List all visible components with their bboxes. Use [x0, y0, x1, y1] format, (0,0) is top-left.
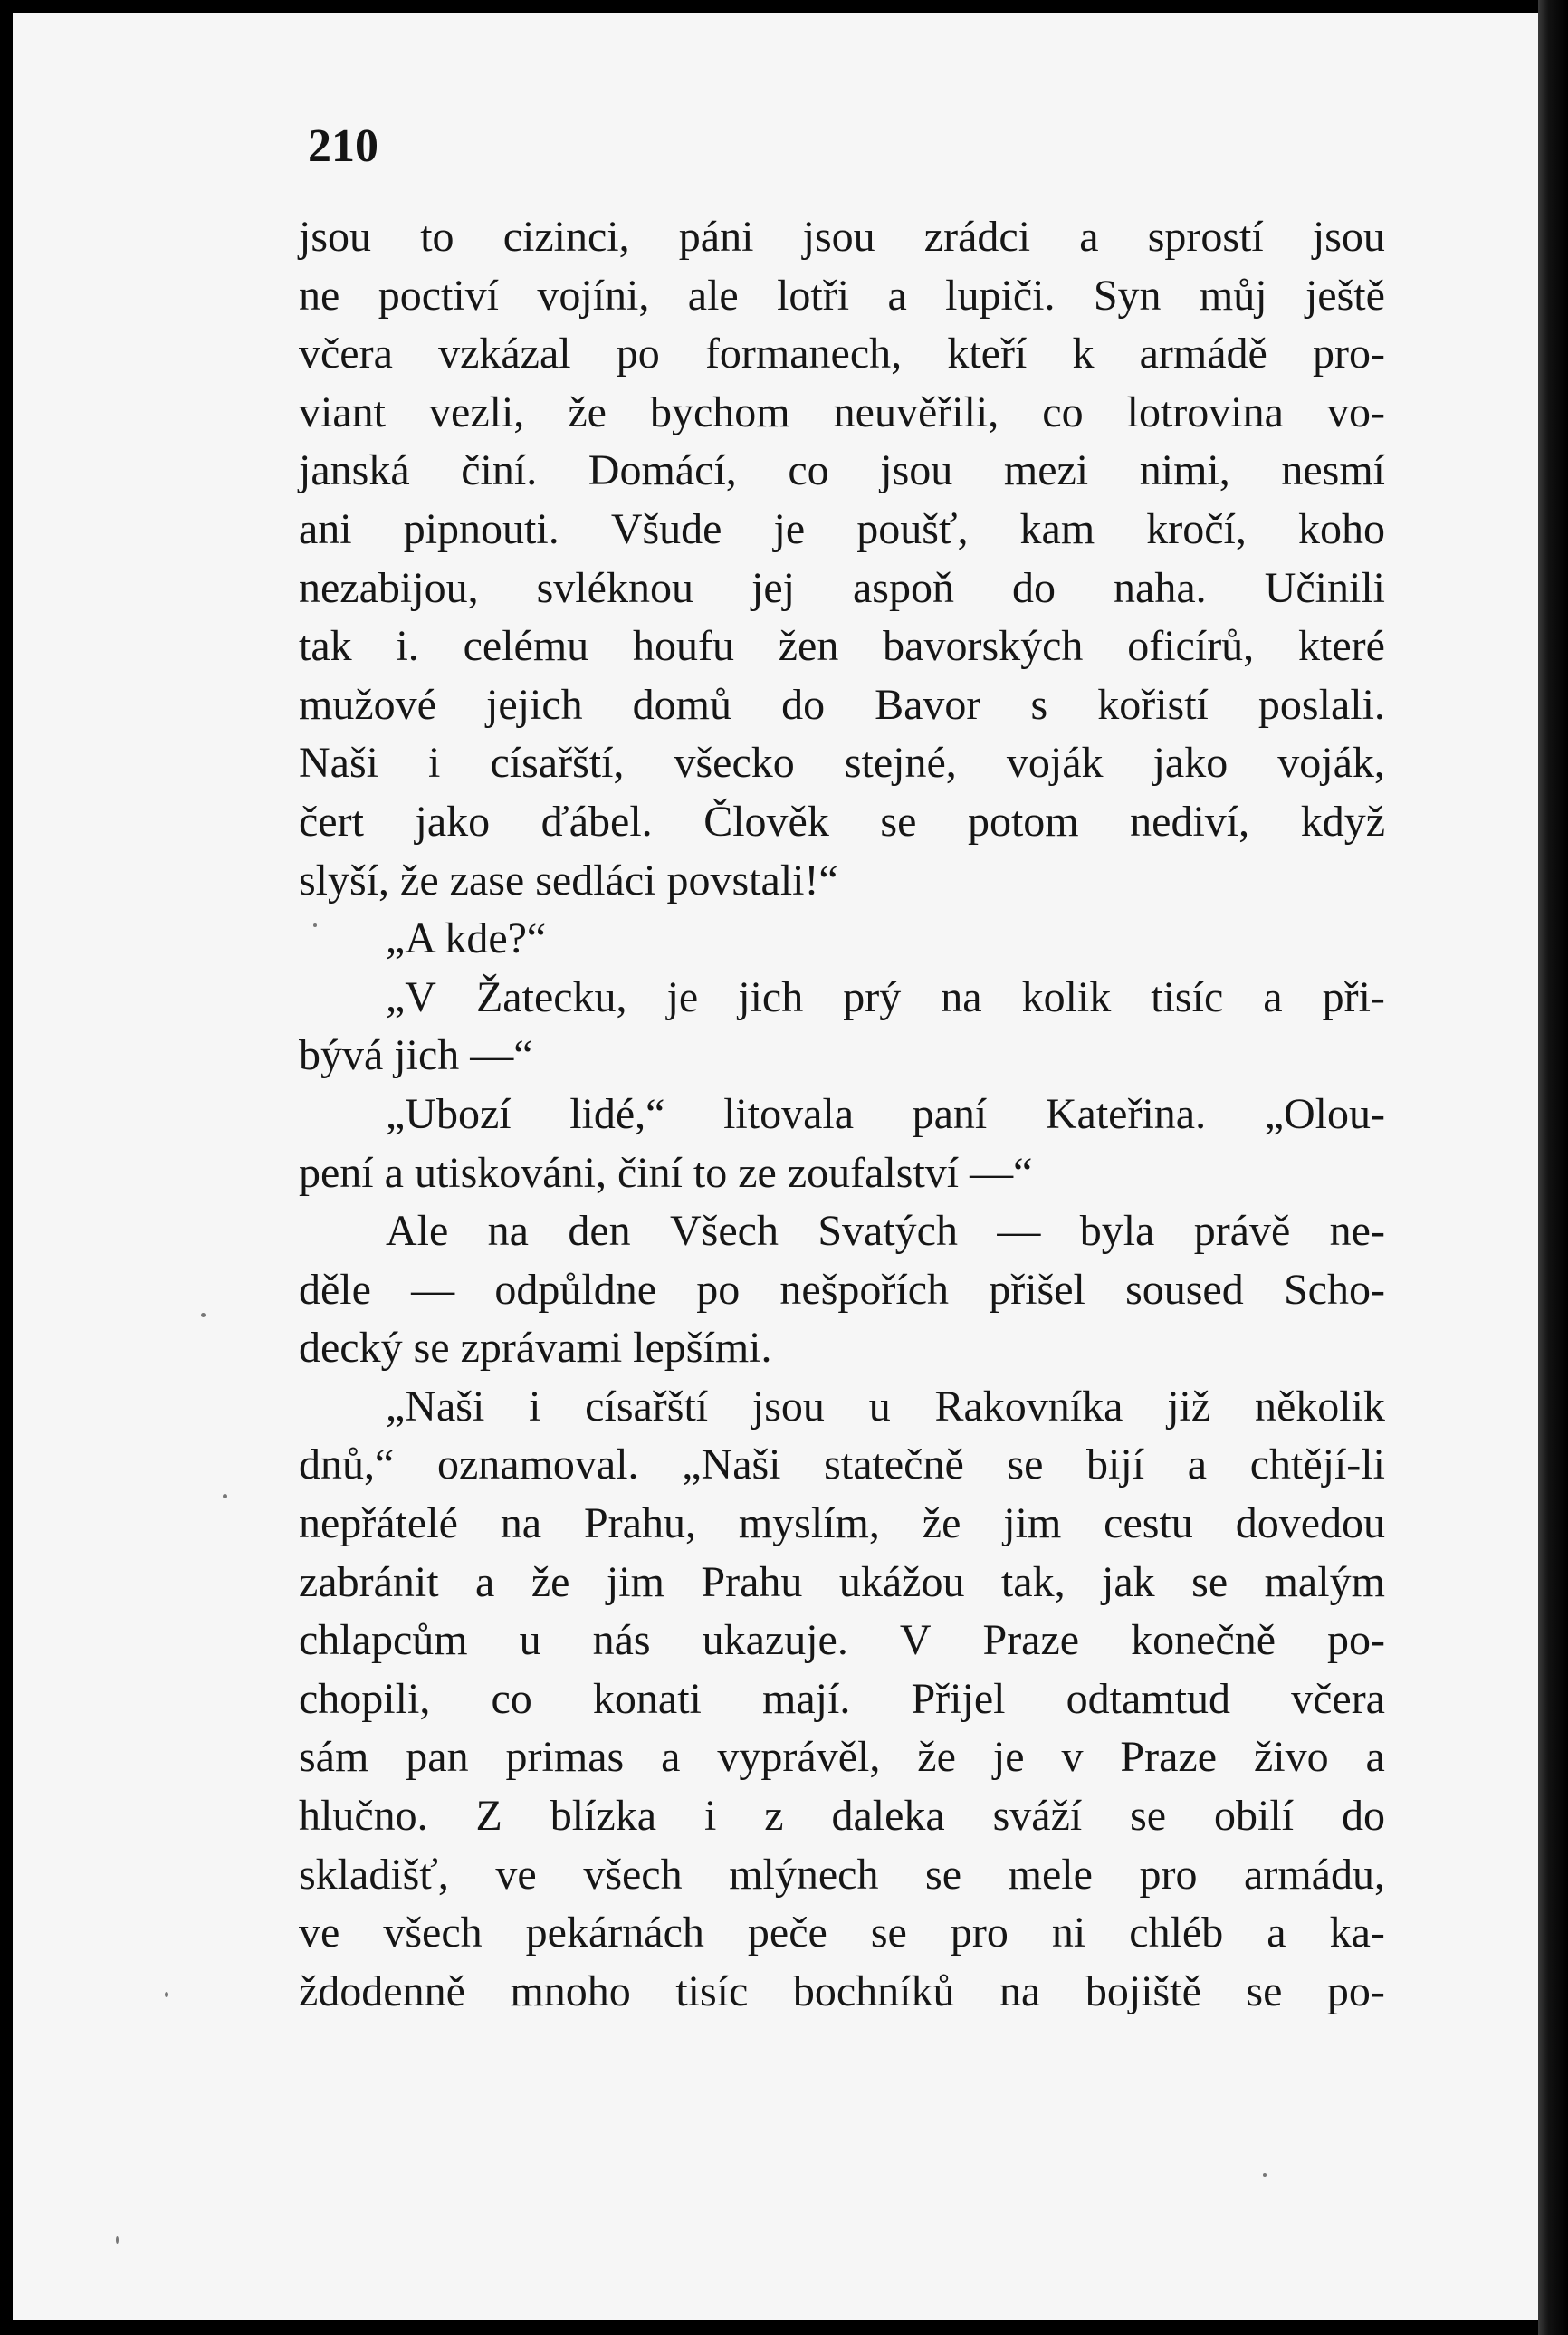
- word: se: [1130, 1792, 1167, 1841]
- word: viant: [299, 388, 386, 436]
- word: ani: [299, 504, 352, 553]
- text-line-content: decký se zprávami lepšími.: [299, 1324, 772, 1373]
- word: poctiví: [378, 271, 499, 320]
- word: a: [887, 271, 907, 320]
- word: jich: [738, 972, 804, 1021]
- text-line-content: pení a utiskováni, činí to ze zoufalství —“: [299, 1148, 1033, 1197]
- word: dovedou: [1235, 1499, 1385, 1548]
- text-line: [299, 1086, 1385, 1144]
- word: myslím,: [738, 1499, 880, 1548]
- word: po-: [1326, 1967, 1385, 2015]
- word: do: [1341, 1792, 1385, 1841]
- word: jsou: [751, 1382, 825, 1431]
- word: kam: [1019, 504, 1095, 553]
- word: jako: [1152, 739, 1229, 788]
- word: Naši: [299, 739, 378, 788]
- word: a: [1365, 1733, 1385, 1782]
- text-line: [299, 1963, 1385, 2022]
- word: armádu,: [1244, 1850, 1385, 1899]
- word: se: [1191, 1557, 1229, 1606]
- word: do: [1012, 563, 1056, 612]
- word: nás: [592, 1616, 651, 1665]
- word: je: [992, 1733, 1025, 1782]
- word: lupiči.: [945, 271, 1056, 320]
- word: poušť,: [856, 504, 969, 553]
- word: a: [1187, 1440, 1208, 1489]
- word: s: [1030, 680, 1048, 729]
- word: sám: [299, 1733, 369, 1782]
- word: „V: [386, 972, 436, 1021]
- word: tisíc: [1151, 972, 1224, 1021]
- text-line: [299, 1554, 1385, 1612]
- word: chopili,: [299, 1674, 431, 1723]
- word: nesmí: [1281, 446, 1385, 495]
- text-line: [299, 1202, 1385, 1261]
- word: —: [997, 1207, 1041, 1256]
- text-line: [299, 1904, 1385, 1963]
- word: Člověk: [703, 797, 829, 846]
- word: na: [941, 972, 982, 1021]
- word: zabránit: [299, 1557, 439, 1606]
- word: několik: [1254, 1382, 1385, 1431]
- word: pipnouti.: [403, 504, 559, 553]
- word: statečně: [824, 1440, 964, 1489]
- word: Rakovníka: [934, 1382, 1123, 1431]
- word: cizinci,: [502, 213, 630, 261]
- word: vezli,: [429, 388, 525, 436]
- page-edge-shadow: [1538, 0, 1568, 2335]
- word: aspoň: [853, 563, 954, 612]
- word: kročí,: [1146, 504, 1247, 553]
- word: včera: [299, 330, 393, 378]
- word: i.: [396, 622, 419, 671]
- word: celému: [463, 622, 589, 671]
- word: Všude: [610, 504, 722, 553]
- word: chléb: [1129, 1909, 1224, 1957]
- word: že: [568, 388, 607, 436]
- word: co: [788, 446, 829, 495]
- word: lotrovina: [1126, 388, 1284, 436]
- word: koho: [1297, 504, 1385, 553]
- word: živo: [1253, 1733, 1329, 1782]
- word: že: [917, 1733, 956, 1782]
- scan-speck: [165, 1992, 168, 1997]
- text-line: [299, 1261, 1385, 1320]
- word: domů: [632, 680, 732, 729]
- word: zrádci: [923, 213, 1031, 261]
- word: ka-: [1329, 1909, 1385, 1957]
- word: kolik: [1021, 972, 1112, 1021]
- word: nezabijou,: [299, 563, 479, 612]
- word: jsou: [802, 213, 875, 261]
- word: prý: [843, 972, 902, 1021]
- word: Kateřina.: [1045, 1089, 1207, 1138]
- word: kteří: [947, 330, 1028, 378]
- word: voják: [1006, 739, 1104, 788]
- scan-speck: [223, 1494, 227, 1498]
- word: u: [868, 1382, 891, 1431]
- word: lotři: [777, 271, 850, 320]
- word: den: [568, 1207, 631, 1256]
- word: vyprávěl,: [717, 1733, 881, 1782]
- word: Prahu,: [583, 1499, 696, 1548]
- word: se: [1246, 1967, 1283, 2015]
- word: mají.: [762, 1674, 851, 1723]
- word: bychom: [649, 388, 790, 436]
- text-line: [299, 793, 1385, 852]
- word: všech: [583, 1850, 683, 1899]
- text-line: [299, 734, 1385, 793]
- word: co: [1042, 388, 1084, 436]
- word: jim: [1003, 1499, 1062, 1548]
- word: ukazuje.: [702, 1616, 848, 1665]
- word: paní: [912, 1089, 988, 1138]
- word: pan: [406, 1733, 469, 1782]
- word: pekárnách: [525, 1909, 704, 1957]
- word: Prahu: [701, 1557, 803, 1606]
- word: po: [616, 330, 660, 378]
- word: Praze: [982, 1616, 1080, 1665]
- word: potom: [967, 797, 1079, 846]
- word: bavorských: [883, 622, 1084, 671]
- word: konati: [592, 1674, 702, 1723]
- word: V: [899, 1616, 932, 1665]
- word: při-: [1322, 972, 1385, 1021]
- word: u: [519, 1616, 541, 1665]
- word: cestu: [1104, 1499, 1193, 1548]
- word: vzkázal: [438, 330, 571, 378]
- word: je: [666, 972, 699, 1021]
- word: to: [420, 213, 454, 261]
- word: k: [1072, 330, 1095, 378]
- word: a: [1267, 1909, 1286, 1957]
- word: nešpořích: [779, 1265, 950, 1314]
- body-text: [299, 208, 1385, 2021]
- word: a: [661, 1733, 681, 1782]
- word: pro: [1139, 1850, 1198, 1899]
- text-line: [299, 910, 1385, 969]
- word: žen: [778, 622, 839, 671]
- word: konečně: [1131, 1616, 1276, 1665]
- word: je: [773, 504, 806, 553]
- text-line-content: bývá jich —“: [299, 1031, 533, 1080]
- word: chtějí-li: [1249, 1440, 1385, 1489]
- text-line: [299, 384, 1385, 443]
- word: jejich: [486, 680, 583, 729]
- word: Scho-: [1283, 1265, 1385, 1314]
- word: oznamoval.: [436, 1440, 639, 1489]
- word: na: [487, 1207, 529, 1256]
- word: formanech,: [704, 330, 903, 378]
- word: Z: [475, 1792, 502, 1841]
- scan-speck: [313, 923, 317, 927]
- word: na: [999, 1967, 1041, 2015]
- word: chlapcům: [299, 1616, 468, 1665]
- word: včera: [1291, 1674, 1385, 1723]
- word: Syn: [1093, 271, 1162, 320]
- word: a: [1263, 972, 1283, 1021]
- text-line: [299, 1436, 1385, 1495]
- word: co: [491, 1674, 532, 1723]
- word: oficírů,: [1127, 622, 1255, 671]
- text-line: [299, 852, 1385, 911]
- word: mužové: [299, 680, 436, 729]
- word: tisíc: [675, 1967, 749, 2015]
- word: pro: [950, 1909, 1009, 1957]
- word: se: [925, 1850, 962, 1899]
- word: sváží: [992, 1792, 1083, 1841]
- word: Přijel: [911, 1674, 1006, 1723]
- word: hlučno.: [299, 1792, 428, 1841]
- word: jej: [751, 563, 795, 612]
- word: blízka: [550, 1792, 657, 1841]
- text-line: [299, 617, 1385, 676]
- text-line: [299, 1846, 1385, 1905]
- word: v: [1061, 1733, 1084, 1782]
- text-line: [299, 969, 1385, 1028]
- word: můj: [1199, 271, 1267, 320]
- word: malým: [1264, 1557, 1385, 1606]
- word: ždodenně: [299, 1967, 465, 2015]
- word: bochníků: [792, 1967, 955, 2015]
- text-line: [299, 1378, 1385, 1437]
- word: které: [1297, 622, 1385, 671]
- word: se: [1007, 1440, 1044, 1489]
- word: že: [922, 1499, 961, 1548]
- word: odtamtud: [1066, 1674, 1230, 1723]
- word: kořistí: [1097, 680, 1209, 729]
- word: všech: [383, 1909, 483, 1957]
- word: tak: [299, 622, 352, 671]
- word: stejné,: [844, 739, 957, 788]
- text-line: [299, 501, 1385, 560]
- word: činí.: [461, 446, 538, 495]
- text-line: [299, 1319, 1385, 1378]
- word: nimi,: [1139, 446, 1230, 495]
- word: Žatecku,: [475, 972, 627, 1021]
- text-line: [299, 560, 1385, 618]
- word: i: [703, 1792, 717, 1841]
- word: mlýnech: [729, 1850, 879, 1899]
- word: soused: [1125, 1265, 1244, 1314]
- word: i: [428, 739, 441, 788]
- word: lidé,“: [569, 1089, 665, 1138]
- word: primas: [505, 1733, 625, 1782]
- text-line: [299, 208, 1385, 267]
- word: naha.: [1114, 563, 1207, 612]
- word: Všech: [670, 1207, 779, 1256]
- word: a: [475, 1557, 495, 1606]
- word: „Olou-: [1264, 1089, 1385, 1138]
- word: přišel: [989, 1265, 1085, 1314]
- word: všecko: [674, 739, 795, 788]
- word: po-: [1327, 1616, 1385, 1665]
- word: jsou: [880, 446, 953, 495]
- word: Bavor: [875, 680, 981, 729]
- text-line: [299, 267, 1385, 326]
- word: již: [1167, 1382, 1211, 1431]
- word: „Naši: [682, 1440, 781, 1489]
- word: nediví,: [1130, 797, 1250, 846]
- scan-speck: [1263, 2173, 1267, 2177]
- word: jim: [606, 1557, 664, 1606]
- word: na: [500, 1499, 542, 1548]
- word: Svatých: [817, 1207, 958, 1256]
- word: i: [529, 1382, 541, 1431]
- word: bijí: [1086, 1440, 1145, 1489]
- word: ještě: [1305, 271, 1385, 320]
- word: mezi: [1003, 446, 1089, 495]
- text-line: [299, 1728, 1385, 1787]
- word: —: [411, 1265, 455, 1314]
- word: jsou: [1312, 213, 1385, 261]
- word: ne: [299, 271, 340, 320]
- word: vo-: [1326, 388, 1385, 436]
- word: byla: [1079, 1207, 1155, 1256]
- word: ni: [1051, 1909, 1086, 1957]
- word: ne-: [1329, 1207, 1385, 1256]
- word: mele: [1008, 1850, 1093, 1899]
- word: Ale: [386, 1207, 449, 1256]
- word: svléknou: [536, 563, 693, 612]
- word: z: [764, 1792, 784, 1841]
- word: daleka: [831, 1792, 945, 1841]
- word: voják,: [1277, 739, 1385, 788]
- word: peče: [747, 1909, 827, 1957]
- word: nepřátelé: [299, 1499, 458, 1548]
- word: bojiště: [1085, 1967, 1201, 2015]
- word: jako: [415, 797, 491, 846]
- word: se: [880, 797, 917, 846]
- word: císařští,: [490, 739, 625, 788]
- word: Praze: [1120, 1733, 1217, 1782]
- word: po: [696, 1265, 741, 1314]
- word: ale: [687, 271, 739, 320]
- word: poslali.: [1257, 680, 1385, 729]
- page-number: 210: [308, 120, 378, 172]
- scan-speck: [201, 1313, 206, 1317]
- text-line: [299, 325, 1385, 384]
- word: právě: [1193, 1207, 1291, 1256]
- word: „Naši: [386, 1382, 485, 1431]
- word: dnů,“: [299, 1440, 395, 1489]
- text-line: [299, 676, 1385, 735]
- word: děle: [299, 1265, 371, 1314]
- word: když: [1300, 797, 1385, 846]
- word: obilí: [1214, 1792, 1295, 1841]
- text-line: [299, 1787, 1385, 1846]
- word: do: [781, 680, 826, 729]
- text-line: [299, 1027, 1385, 1086]
- scan-speck: [116, 2236, 119, 2244]
- word: že: [531, 1557, 570, 1606]
- word: čert: [299, 797, 364, 846]
- word: ve: [495, 1850, 537, 1899]
- text-line: [299, 1670, 1385, 1729]
- word: armádě: [1139, 330, 1267, 378]
- text-line: [299, 1495, 1385, 1554]
- word: neuvěřili,: [833, 388, 999, 436]
- word: litovala: [723, 1089, 855, 1138]
- text-line: [299, 1144, 1385, 1203]
- word: jsou: [299, 213, 372, 261]
- word: odpůldne: [494, 1265, 656, 1314]
- word: páni: [678, 213, 754, 261]
- word: sprostí: [1147, 213, 1264, 261]
- word: tak,: [1000, 1557, 1066, 1606]
- word: císařští: [585, 1382, 709, 1431]
- word: ve: [299, 1909, 340, 1957]
- word: ďábel.: [540, 797, 653, 846]
- word: ukážou: [838, 1557, 965, 1606]
- word: a: [1079, 213, 1099, 261]
- text-line-content: slyší, že zase sedláci povstali!“: [299, 856, 838, 904]
- text-line: [299, 1612, 1385, 1670]
- word: mnoho: [510, 1967, 631, 2015]
- word: skladišť,: [299, 1850, 449, 1899]
- word: Učinili: [1264, 563, 1385, 612]
- text-line: [299, 442, 1385, 501]
- text-line-content: „A kde?“: [386, 914, 547, 963]
- word: pro-: [1312, 330, 1385, 378]
- word: se: [870, 1909, 907, 1957]
- word: janská: [299, 446, 410, 495]
- word: „Ubozí: [386, 1089, 512, 1138]
- word: vojíni,: [537, 271, 650, 320]
- word: Domácí,: [588, 446, 737, 495]
- word: jak: [1102, 1557, 1155, 1606]
- word: houfu: [632, 622, 734, 671]
